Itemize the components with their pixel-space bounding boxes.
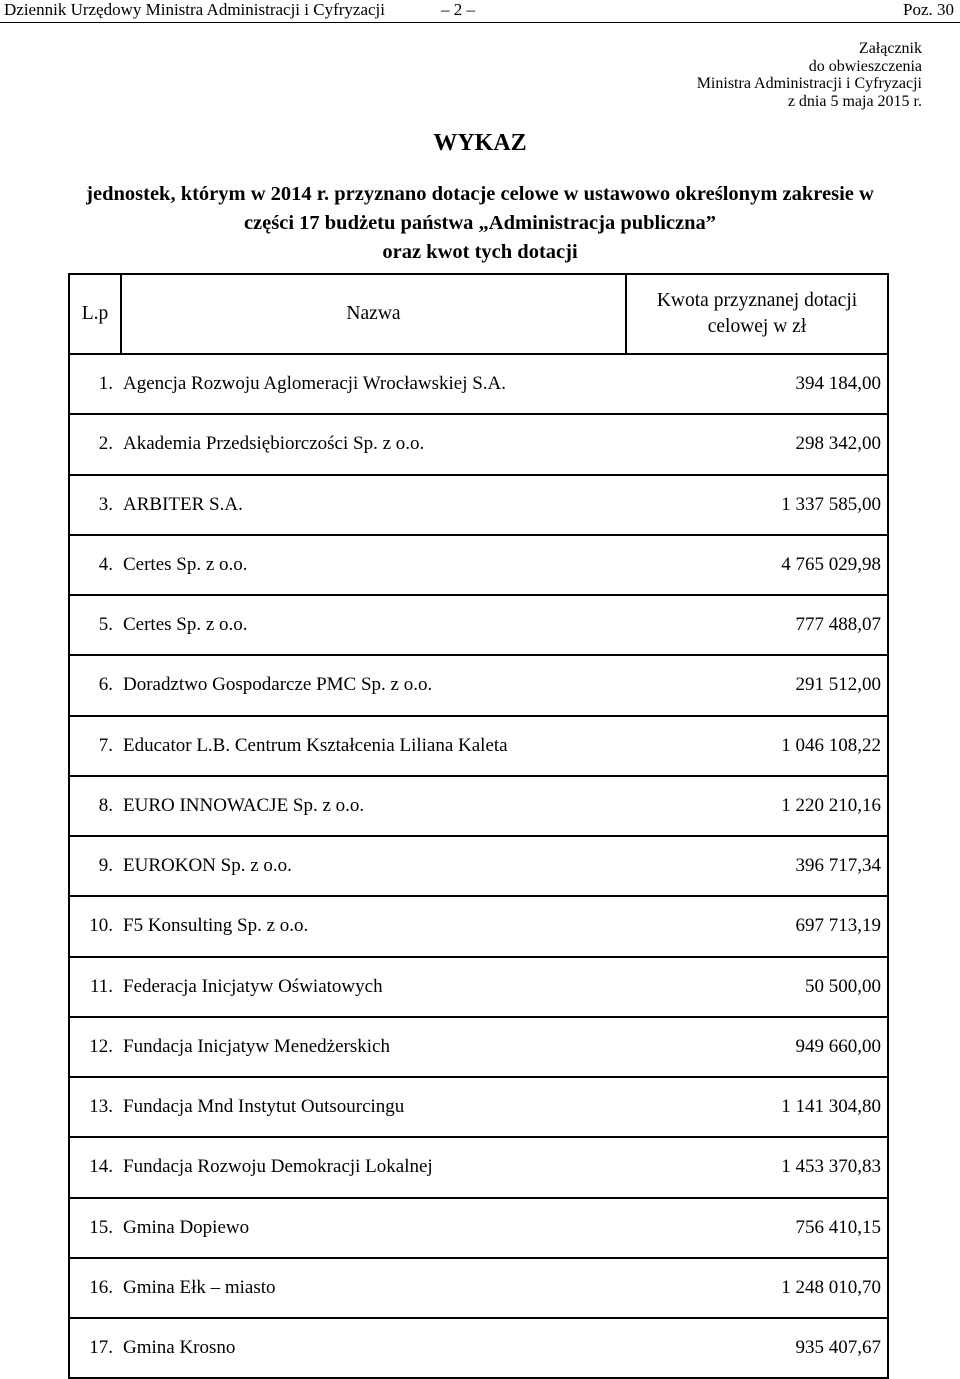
table-row (69, 776, 888, 836)
table-row (69, 414, 888, 474)
row-number: 2. (69, 414, 121, 474)
row-number: 11. (69, 957, 121, 1017)
entity-name: F5 Konsulting Sp. z o.o. (121, 896, 626, 956)
entity-name: Akademia Przedsiębiorczości Sp. z o.o. (121, 414, 626, 474)
entity-name: Fundacja Inicjatyw Menedżerskich (121, 1017, 626, 1077)
subtitle-line: części 17 budżetu państwa „Administracja publiczna” (243, 212, 717, 234)
grant-amount: 291 512,00 (626, 655, 888, 715)
table-row (69, 716, 888, 776)
subtitle-line: oraz kwot tych dotacji (382, 241, 578, 263)
row-number: 12. (69, 1017, 121, 1077)
row-number: 10. (69, 896, 121, 956)
grant-amount: 396 717,34 (626, 836, 888, 896)
table-row (69, 354, 888, 414)
row-number: 3. (69, 475, 121, 535)
grant-amount: 1 220 210,16 (626, 776, 888, 836)
row-number: 6. (69, 655, 121, 715)
grants-table (68, 273, 889, 1379)
row-number: 17. (69, 1318, 121, 1378)
annex-note (697, 40, 922, 110)
entity-name: Fundacja Mnd Instytut Outsourcingu (121, 1077, 626, 1137)
table-row (69, 535, 888, 595)
position-number: Poz. 30 (903, 0, 954, 19)
row-number: 4. (69, 535, 121, 595)
column-header-lp: L.p (69, 274, 121, 354)
column-header-name: Nazwa (121, 274, 626, 354)
page-number: – 2 – (441, 0, 475, 19)
table-row (69, 1137, 888, 1197)
table-row (69, 836, 888, 896)
entity-name: EURO INNOWACJE Sp. z o.o. (121, 776, 626, 836)
entity-name: Gmina Ełk – miasto (121, 1258, 626, 1318)
row-number: 1. (69, 354, 121, 414)
grant-amount: 1 141 304,80 (626, 1077, 888, 1137)
row-number: 16. (69, 1258, 121, 1318)
table-row (69, 475, 888, 535)
row-number: 5. (69, 595, 121, 655)
grant-amount: 777 488,07 (626, 595, 888, 655)
grant-amount: 50 500,00 (626, 957, 888, 1017)
column-header-amount-line: Kwota przyznanej dotacji (656, 290, 858, 311)
grant-amount: 1 337 585,00 (626, 475, 888, 535)
row-number: 15. (69, 1198, 121, 1258)
subtitle-line: jednostek, którym w 2014 r. przyznano dotacje celowe w ustawowo określonym zakresie w (86, 183, 874, 205)
annex-line: do obwieszczenia (808, 57, 922, 75)
table-row (69, 896, 888, 956)
entity-name: Gmina Krosno (121, 1318, 626, 1378)
grant-amount: 756 410,15 (626, 1198, 888, 1258)
grant-amount: 1 453 370,83 (626, 1137, 888, 1197)
row-number: 14. (69, 1137, 121, 1197)
grant-amount: 298 342,00 (626, 414, 888, 474)
running-header (0, 0, 960, 24)
table-row (69, 1017, 888, 1077)
document-title: WYKAZ (433, 130, 527, 156)
entity-name: EUROKON Sp. z o.o. (121, 836, 626, 896)
entity-name: ARBITER S.A. (121, 475, 626, 535)
table-row (69, 1258, 888, 1318)
annex-line: Załącznik (858, 40, 922, 57)
table-row (69, 1318, 888, 1378)
table-row (69, 1198, 888, 1258)
entity-name: Gmina Dopiewo (121, 1198, 626, 1258)
table-row (69, 595, 888, 655)
grant-amount: 1 046 108,22 (626, 716, 888, 776)
header-rule (0, 22, 960, 23)
grant-amount: 935 407,67 (626, 1318, 888, 1378)
table-row (69, 655, 888, 715)
journal-title: Dziennik Urzędowy Ministra Administracji i Cyfryzacji (4, 0, 385, 19)
row-number: 9. (69, 836, 121, 896)
column-header-amount-line: celowej w zł (707, 316, 807, 337)
entity-name: Educator L.B. Centrum Kształcenia Liliana Kaleta (121, 716, 626, 776)
entity-name: Certes Sp. z o.o. (121, 535, 626, 595)
document-subtitle (60, 180, 900, 267)
entity-name: Doradztwo Gospodarcze PMC Sp. z o.o. (121, 655, 626, 715)
grant-amount: 949 660,00 (626, 1017, 888, 1077)
table-row (69, 1077, 888, 1137)
entity-name: Certes Sp. z o.o. (121, 595, 626, 655)
annex-line: Ministra Administracji i Cyfryzacji (696, 75, 922, 92)
row-number: 7. (69, 716, 121, 776)
grant-amount: 4 765 029,98 (626, 535, 888, 595)
column-header-amount (626, 274, 888, 354)
table-body (69, 354, 888, 1378)
grant-amount: 697 713,19 (626, 896, 888, 956)
row-number: 13. (69, 1077, 121, 1137)
entity-name: Agencja Rozwoju Aglomeracji Wrocławskiej S.A. (121, 354, 626, 414)
grant-amount: 1 248 010,70 (626, 1258, 888, 1318)
table-row (69, 957, 888, 1017)
entity-name: Fundacja Rozwoju Demokracji Lokalnej (121, 1137, 626, 1197)
row-number: 8. (69, 776, 121, 836)
annex-line: z dnia 5 maja 2015 r. (787, 92, 922, 110)
grant-amount: 394 184,00 (626, 354, 888, 414)
entity-name: Federacja Inicjatyw Oświatowych (121, 957, 626, 1017)
table-header-row (69, 274, 888, 354)
